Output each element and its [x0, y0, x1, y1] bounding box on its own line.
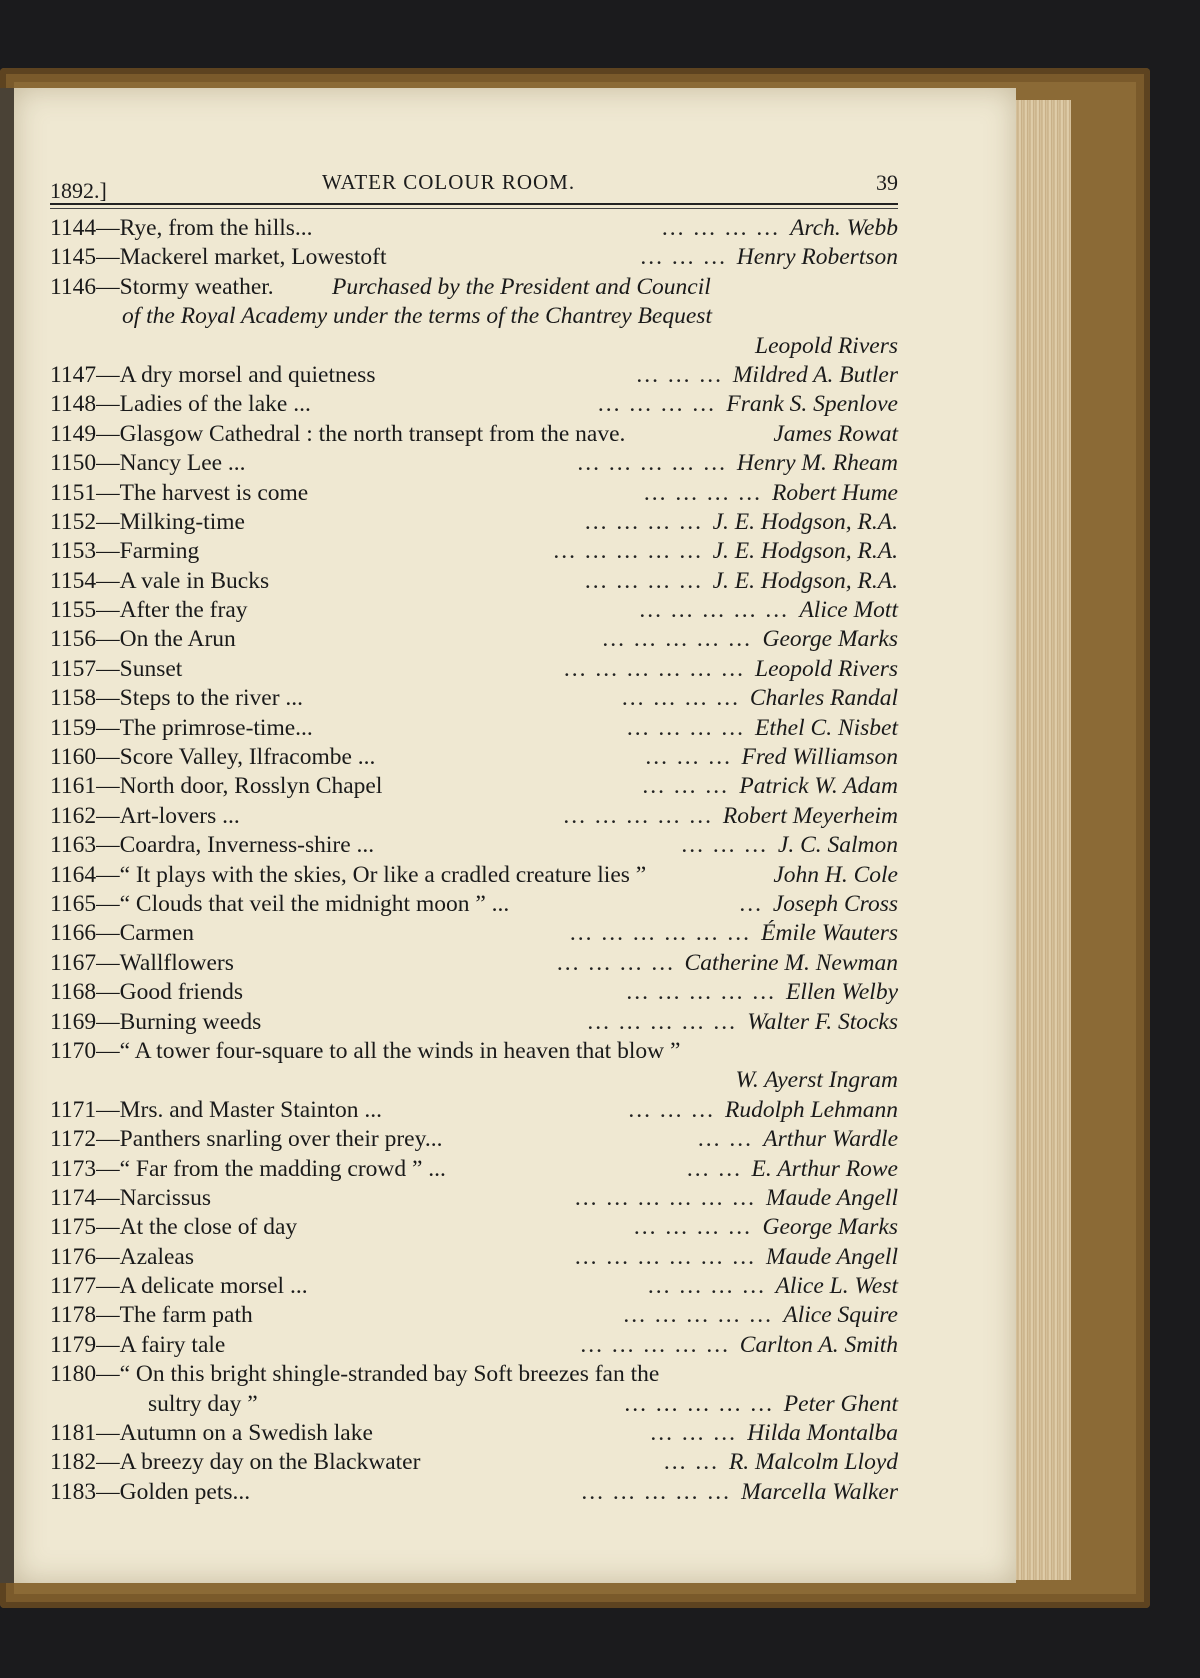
dot-leader: ... ... ...: [640, 244, 727, 271]
dot-leader: ... ... ...: [636, 361, 723, 388]
entry-title: 1165—“ Clouds that veil the midnight moon ” ...: [50, 890, 510, 917]
catalogue-entry: [50, 1301, 898, 1330]
dot-leader: ... ... ...: [628, 1096, 715, 1123]
entry-artist: Rudolph Lehmann: [725, 1096, 898, 1123]
entry-title: 1145—Mackerel market, Lowestoft: [50, 244, 387, 271]
dot-leader: ... ... ...: [681, 832, 768, 859]
entry-title: 1154—A vale in Bucks: [50, 567, 270, 594]
entry-note: Purchased by the President and Council: [332, 273, 711, 300]
entry-title: 1166—Carmen: [50, 920, 195, 947]
entry-artist: Fred Williamson: [741, 744, 898, 771]
dot-leader: ... ... ...: [650, 1420, 737, 1447]
dot-leader: ... ... ... ...: [643, 479, 762, 506]
catalogue-entry: [50, 919, 898, 948]
entry-artist: Marcella Walker: [741, 1478, 898, 1505]
catalogue-entry: [50, 1448, 898, 1477]
dot-leader: ... ... ... ... ...: [581, 1478, 731, 1505]
entry-artist: Mildred A. Butler: [732, 361, 898, 388]
entry-title: 1144—Rye, from the hills...: [50, 215, 313, 241]
catalogue-entry: [50, 1360, 898, 1389]
page-number: 39: [876, 170, 898, 195]
dot-leader: ... ... ...: [645, 744, 732, 771]
dot-leader: ... ... ... ... ...: [563, 802, 713, 829]
entry-artist: James Rowat: [773, 420, 898, 447]
entry-artist: Hilda Montalba: [747, 1420, 898, 1447]
entry-artist: Joseph Cross: [772, 890, 898, 917]
entry-artist: Alice Squire: [783, 1302, 898, 1329]
entry-title: 1149—Glasgow Cathedral : the north transept from the nave.: [50, 420, 626, 447]
entry-title: 1170—“ A tower four-square to all the winds in heaven that blow ”: [50, 1037, 681, 1064]
entry-title: 1147—A dry morsel and quietness: [50, 361, 376, 388]
dot-leader: ... ... ... ...: [556, 949, 675, 976]
catalogue-entry: [50, 420, 898, 449]
catalogue-entry: [50, 479, 898, 508]
catalogue-entry: [50, 890, 898, 919]
entry-title: 1174—Narcissus: [50, 1184, 212, 1211]
dot-leader: ... ... ... ... ...: [553, 538, 703, 565]
catalogue-entries: [50, 214, 898, 1507]
catalogue-entry: [50, 567, 898, 596]
catalogue-entry: [50, 714, 898, 743]
entry-title: 1157—Sunset: [50, 655, 183, 682]
catalogue-entry: [50, 625, 898, 654]
entry-title: 1181—Autumn on a Swedish lake: [50, 1420, 373, 1447]
entry-title: 1160—Score Valley, Ilfracombe ...: [50, 744, 376, 771]
catalogue-entry: [50, 1125, 898, 1154]
entry-artist: Carlton A. Smith: [739, 1331, 898, 1358]
entry-artist: Frank S. Spenlove: [726, 391, 898, 418]
dot-leader: ... ... ... ...: [626, 714, 745, 741]
catalogue-entry: [50, 978, 898, 1007]
entry-title: 1155—After the fray: [50, 597, 248, 624]
dot-leader: ... ... ... ... ...: [623, 1302, 773, 1329]
entry-title: 1153—Farming: [50, 538, 200, 565]
entry-title: 1152—Milking-time: [50, 508, 245, 535]
entry-artist: Peter Ghent: [783, 1390, 898, 1417]
entry-title: 1159—The primrose-time...: [50, 714, 313, 741]
catalogue-entry: [50, 390, 898, 419]
catalogue-entry: [50, 1419, 898, 1448]
header-year: 1892.]: [50, 178, 107, 203]
entry-title: 1146—Stormy weather.: [50, 273, 274, 300]
catalogue-entry: [50, 1037, 898, 1066]
dot-leader: ... ... ... ...: [661, 215, 780, 241]
entry-artist: Robert Meyerheim: [722, 802, 898, 829]
catalogue-entry: [50, 743, 898, 772]
catalogue-entry: [50, 508, 898, 537]
catalogue-entry: [50, 1331, 898, 1360]
catalogue-entry: [50, 596, 898, 625]
catalogue-entry: [50, 332, 898, 361]
catalogue-entry: [50, 1066, 898, 1095]
entry-title: 1161—North door, Rosslyn Chapel: [50, 773, 383, 800]
catalogue-entry: [50, 537, 898, 566]
entry-artist: Leopold Rivers: [755, 655, 898, 682]
entry-title-cont: sultry day ”: [148, 1390, 258, 1417]
entry-artist: Catherine M. Newman: [684, 949, 898, 976]
dot-leader: ... ... ... ... ... ...: [574, 1243, 756, 1270]
dot-leader: ... ... ... ... ...: [624, 1390, 774, 1417]
catalogue-entry: [50, 802, 898, 831]
catalogue-entry: [50, 1008, 898, 1037]
catalogue-entry: [50, 1184, 898, 1213]
entry-title: 1183—Golden pets...: [50, 1478, 251, 1505]
entry-artist: Ethel C. Nisbet: [755, 714, 898, 741]
entry-title: 1151—The harvest is come: [50, 479, 309, 506]
entry-artist: Charles Randal: [749, 685, 898, 712]
dot-leader: ... ... ... ... ... ...: [574, 1184, 756, 1211]
dot-leader: ...: [739, 890, 763, 917]
dot-leader: ... ... ... ... ... ...: [569, 920, 751, 947]
entry-title: 1176—Azaleas: [50, 1243, 194, 1270]
entry-artist: Henry Robertson: [736, 244, 898, 271]
entry-title: 1150—Nancy Lee ...: [50, 450, 246, 477]
entry-title: 1167—Wallflowers: [50, 949, 234, 976]
dot-leader: ... ... ... ...: [584, 567, 703, 594]
dot-leader: ... ... ... ... ...: [580, 1331, 730, 1358]
entry-artist: Émile Wauters: [761, 920, 898, 947]
entry-title: 1175—At the close of day: [50, 1214, 298, 1241]
entry-title: 1168—Good friends: [50, 979, 243, 1006]
catalogue-entry: [50, 1478, 898, 1507]
catalogue-entry: [50, 1390, 898, 1419]
dot-leader: ... ... ... ... ...: [587, 1008, 737, 1035]
dot-leader: ... ... ... ...: [584, 508, 703, 535]
dot-leader: ... ... ... ... ...: [626, 979, 776, 1006]
entry-title: 1172—Panthers snarling over their prey...: [50, 1126, 443, 1153]
dot-leader: ... ...: [686, 1155, 742, 1182]
entry-title: 1180—“ On this bright shingle-stranded bay Soft breezes fan the: [50, 1361, 660, 1388]
catalogue-entry: [50, 1155, 898, 1184]
entry-artist: Alice L. West: [775, 1273, 898, 1300]
catalogue-entry: [50, 449, 898, 478]
entry-title: 1164—“ It plays with the skies, Or like a cradled creature lies ”: [50, 861, 647, 888]
entry-title: 1163—Coardra, Inverness-shire ...: [50, 832, 375, 859]
entry-artist: J. E. Hodgson, R.A.: [712, 538, 898, 565]
entry-artist: Arthur Wardle: [763, 1126, 898, 1153]
entry-title: 1173—“ Far from the madding crowd ” ...: [50, 1155, 446, 1182]
entry-artist: J. E. Hodgson, R.A.: [712, 567, 898, 594]
catalogue-entry: [50, 273, 898, 302]
dot-leader: ... ... ... ...: [633, 1214, 752, 1241]
entry-artist: Patrick W. Adam: [739, 773, 898, 800]
entry-artist: Arch. Webb: [790, 215, 898, 241]
catalogue-entry: [50, 772, 898, 801]
entry-title: 1179—A fairy tale: [50, 1331, 226, 1358]
entry-artist: Maude Angell: [765, 1243, 898, 1270]
entry-title: 1158—Steps to the river ...: [50, 685, 304, 712]
catalogue-entry: [50, 861, 898, 890]
entry-artist: George Marks: [762, 1214, 898, 1241]
entry-artist: Alice Mott: [799, 597, 898, 624]
header-rule-thin: [50, 208, 898, 209]
page-edges: [1016, 100, 1071, 1580]
dot-leader: ... ... ... ... ... ...: [563, 655, 745, 682]
entry-title: 1156—On the Arun: [50, 626, 236, 653]
dot-leader: ... ...: [697, 1126, 753, 1153]
entry-artist: Henry M. Rheam: [736, 450, 898, 477]
entry-artist: John H. Cole: [773, 861, 898, 888]
catalogue-entry: [50, 214, 898, 243]
catalogue-entry: [50, 1243, 898, 1272]
dot-leader: ... ... ... ...: [597, 391, 716, 418]
entry-artist: Maude Angell: [765, 1184, 898, 1211]
header-rule: [50, 203, 898, 205]
catalogue-entry: [50, 361, 898, 390]
catalogue-entry: [50, 302, 898, 331]
dot-leader: ... ... ... ...: [647, 1273, 766, 1300]
catalogue-entry: [50, 684, 898, 713]
entry-title: 1169—Burning weeds: [50, 1008, 262, 1035]
entry-artist: R. Malcolm Lloyd: [728, 1449, 898, 1476]
page-gutter: [0, 88, 14, 1583]
entry-title: 1162—Art-lovers ...: [50, 802, 240, 829]
entry-title: 1177—A delicate morsel ...: [50, 1273, 308, 1300]
entry-artist: Walter F. Stocks: [747, 1008, 898, 1035]
entry-artist: W. Ayerst Ingram: [735, 1067, 898, 1094]
entry-artist: Leopold Rivers: [755, 332, 898, 359]
catalogue-entry: [50, 655, 898, 684]
dot-leader: ... ... ...: [642, 773, 729, 800]
entry-artist: Ellen Welby: [785, 979, 898, 1006]
dot-leader: ... ... ... ... ...: [602, 626, 752, 653]
catalogue-entry: [50, 831, 898, 860]
dot-leader: ... ...: [663, 1449, 719, 1476]
catalogue-entry: [50, 1272, 898, 1301]
entry-title: 1178—The farm path: [50, 1302, 253, 1329]
catalogue-entry: [50, 243, 898, 272]
catalogue-entry: [50, 1096, 898, 1125]
dot-leader: ... ... ... ... ...: [577, 450, 727, 477]
entry-artist: J. E. Hodgson, R.A.: [712, 508, 898, 535]
entry-artist: George Marks: [762, 626, 898, 653]
entry-title: 1171—Mrs. and Master Stainton ...: [50, 1096, 383, 1123]
dot-leader: ... ... ... ... ...: [639, 597, 789, 624]
entry-note: of the Royal Academy under the terms of the Chantrey Bequest: [122, 303, 712, 330]
dot-leader: ... ... ... ...: [621, 685, 740, 712]
header-room-title: WATER COLOUR ROOM.: [322, 170, 576, 194]
catalogue-entry: [50, 949, 898, 978]
entry-artist: E. Arthur Rowe: [751, 1155, 898, 1182]
entry-artist: Robert Hume: [772, 479, 898, 506]
entry-title: 1182—A breezy day on the Blackwater: [50, 1449, 421, 1476]
catalogue-entry: [50, 1213, 898, 1242]
entry-artist: J. C. Salmon: [777, 832, 898, 859]
entry-title: 1148—Ladies of the lake ...: [50, 391, 311, 418]
